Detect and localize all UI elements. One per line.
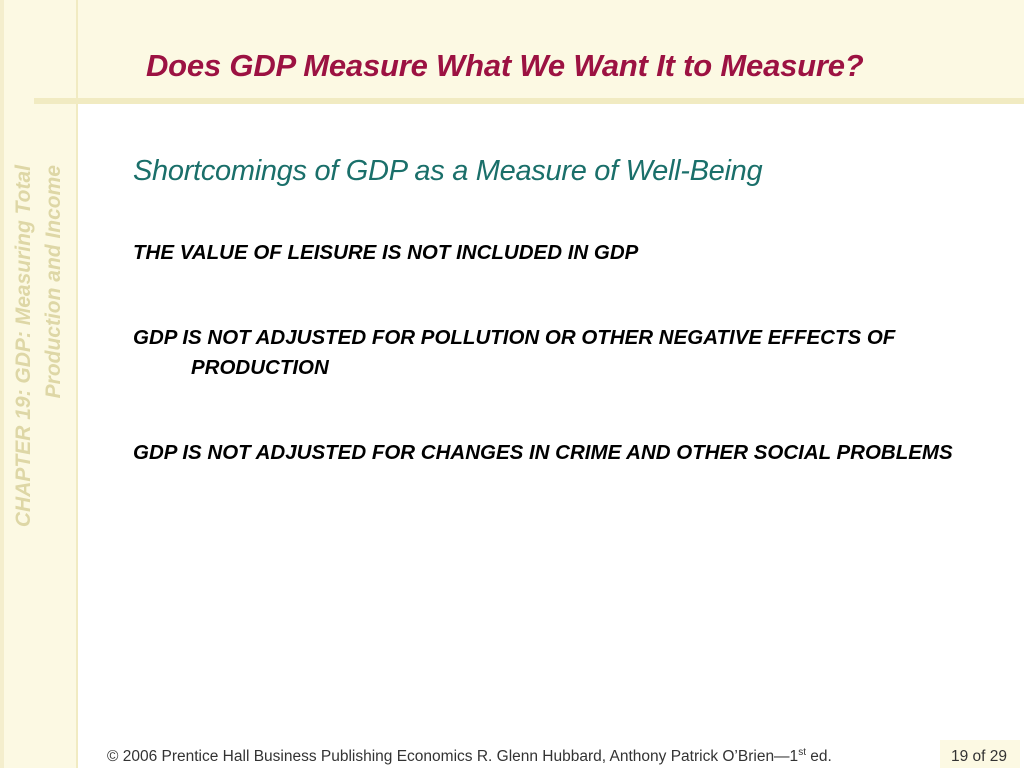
chapter-label <box>9 165 69 665</box>
chapter-label-line-2: Production and Income <box>42 165 65 399</box>
chapter-sidebar <box>0 0 78 768</box>
bullet-list <box>133 238 963 523</box>
bullet-item: GDP IS NOT ADJUSTED FOR CHANGES IN CRIME AND OTHER SOCIAL PROBLEMS <box>133 441 953 464</box>
footer-copyright-text: © 2006 Prentice Hall Business Publishing Economics R. Glenn Hubbard, Anthony Patrick O’Brien—1 <box>107 748 799 765</box>
slide-subtitle: Shortcomings of GDP as a Measure of Well-Being <box>133 155 763 187</box>
footer-edition-suffix: ed. <box>805 748 832 765</box>
bullet-item: GDP IS NOT ADJUSTED FOR POLLUTION OR OTHER NEGATIVE EFFECTS OF PRODUCTION <box>133 326 896 379</box>
chapter-label-line-1: CHAPTER 19: GDP: Measuring Total <box>12 165 35 528</box>
footer-edition-superscript: st <box>798 746 806 758</box>
slide-title: Does GDP Measure What We Want It to Measure? <box>146 48 864 83</box>
title-divider <box>34 98 1024 104</box>
bullet-item: THE VALUE OF LEISURE IS NOT INCLUDED IN GDP <box>133 241 639 264</box>
footer-copyright <box>107 748 832 766</box>
page-number: 19 of 29 <box>951 748 1008 765</box>
